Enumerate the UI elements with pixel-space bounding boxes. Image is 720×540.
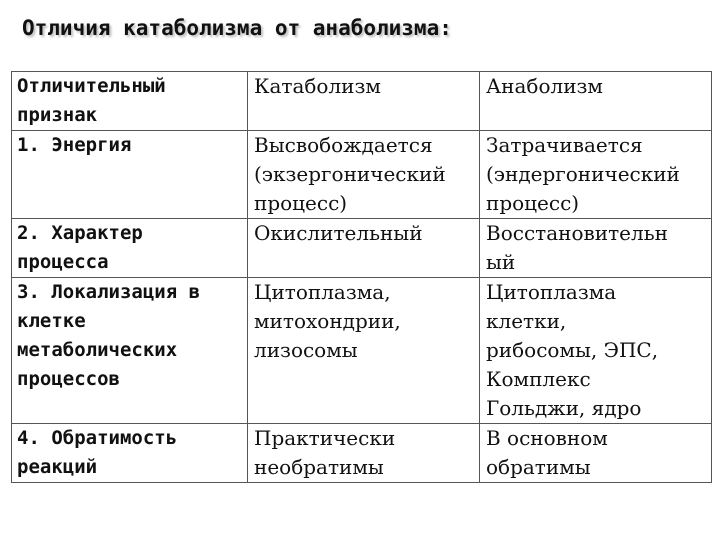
table-row-localization [12, 278, 712, 424]
catabolism-cell: Высвобождается (экзергонический процесс) [248, 131, 480, 219]
anabolism-cell: Затрачивается (эндергонический процесс) [480, 131, 712, 219]
anabolism-cell: В основном обратимы [480, 424, 712, 483]
catabolism-cell: Практически необратимы [248, 424, 480, 483]
comparison-table [11, 71, 712, 483]
table-row-character [12, 219, 712, 278]
catabolism-cell: Окислительный [248, 219, 480, 278]
header-feature-line: Отличительный [17, 75, 166, 97]
table-header-row [12, 72, 712, 131]
feature-cell: 4. Обратимость реакций [12, 424, 248, 483]
table-row-energy [12, 131, 712, 219]
header-catabolism: Катаболизм [248, 72, 480, 131]
header-feature [12, 72, 248, 131]
anabolism-cell: Цитоплазма клетки, рибосомы, ЭПС, Комплекс Гольджи, ядро [480, 278, 712, 424]
slide-title: Отличия катаболизма от анаболизма: [22, 16, 452, 40]
anabolism-cell: Восстановительн ый [480, 219, 712, 278]
feature-cell: 1. Энергия [12, 131, 248, 219]
header-feature-line: признак [17, 104, 98, 126]
feature-cell: 2. Характер процесса [12, 219, 248, 278]
feature-cell: 3. Локализация в клетке метаболических процессов [12, 278, 248, 424]
table-row-reversibility [12, 424, 712, 483]
header-anabolism: Анаболизм [480, 72, 712, 131]
catabolism-cell: Цитоплазма, митохондрии, лизосомы [248, 278, 480, 424]
